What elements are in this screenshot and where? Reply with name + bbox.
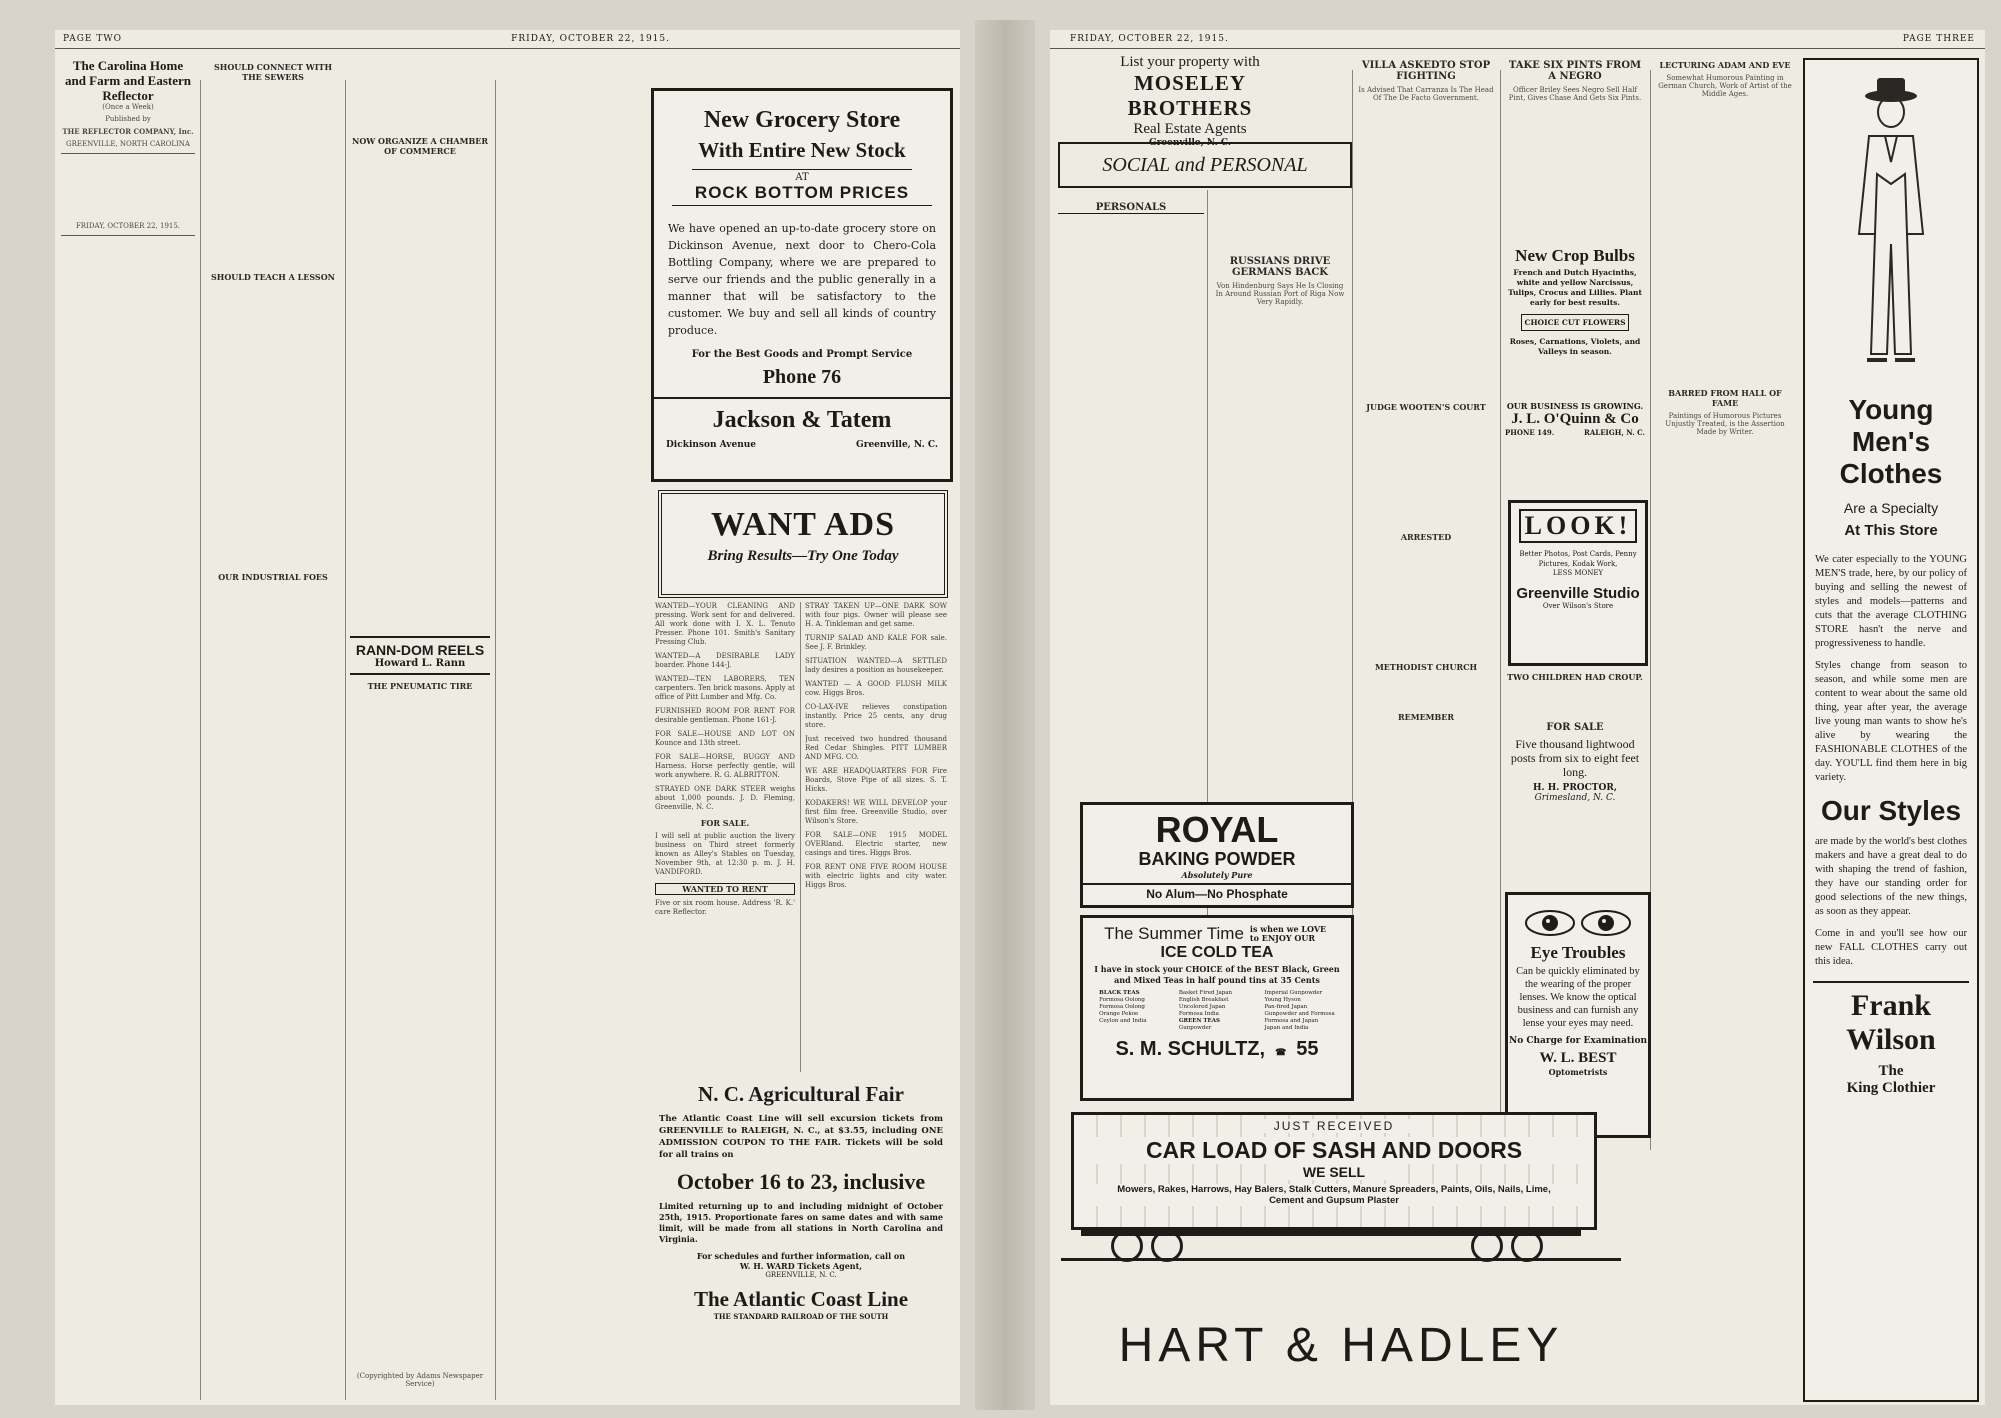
grocery-address: Dickinson Avenue	[666, 440, 757, 450]
look-less: LESS MONEY	[1552, 569, 1604, 577]
tea-body: I have in stock your CHOICE of the BEST Black, Green and Mixed Teas in half pound tins at 35 Cents	[1094, 964, 1340, 985]
grocery-line1: New Grocery Store	[703, 107, 901, 133]
news-sub: Von Hindenburg Says He Is Closing In Around Russian Port of Riga Now Very Rapidly.	[1215, 282, 1345, 306]
column-rule	[1500, 70, 1501, 1150]
royal-title: ROYAL	[1155, 809, 1279, 850]
news-head: TAKE SIX PINTS FROM A NEGRO	[1508, 60, 1642, 82]
villa-column	[1356, 54, 1496, 834]
clothes-line2: Men's	[1851, 426, 1931, 457]
rann-title: RANN-DOM REELS	[355, 642, 485, 658]
bulbs-title: New Crop Bulbs	[1515, 246, 1635, 265]
fair-railroad: The Atlantic Coast Line	[693, 1287, 909, 1311]
frank-wilson-clothes-ad	[1803, 58, 1979, 1402]
want-ad-item: FOR SALE—HORSE, BUGGY AND Harness. Horse perfectly gentle, will work anywhere. R. G. ALBRITTON.	[655, 753, 795, 779]
news-head: JUDGE WOOTEN'S COURT	[1366, 402, 1486, 412]
tea-item: Formosa Oolong	[1099, 1004, 1145, 1010]
car-received: JUST RECEIVED	[1254, 1119, 1414, 1133]
clothes-body: We cater especially to the YOUNG MEN'S trade, here, by our policy of buying and selling the newest of styles and models—patterns and cuts that the average CLOTHING STORE hasn't the nerve and progressiveness to handle.	[1815, 554, 1967, 649]
new-crop-bulbs-ad	[1505, 246, 1645, 496]
fair-agent: W. H. WARD Tickets Agent,	[739, 1261, 863, 1271]
want-ad-item: FOR SALE—HOUSE AND LOT ON Kounce and 13th street.	[655, 730, 795, 747]
eyes-icon	[1518, 903, 1638, 943]
greenville-studio-ad	[1508, 500, 1648, 666]
want-ad-item: FURNISHED ROOM FOR RENT FOR desirable gentleman. Phone 161-J.	[655, 707, 795, 724]
editorial-head: OUR INDUSTRIAL FOES	[218, 572, 328, 582]
clothes-firm2: Wilson	[1846, 1023, 1936, 1056]
folio-left: PAGE TWO	[63, 34, 122, 44]
grocery-body: We have opened an up-to-date grocery store on Dickinson Avenue, next door to Chero-Cola Bottling Company, where we are prepared to serve our friends and the public generally in a manner that will be satisfactory to the customer. We buy and sell all kinds of country produce.	[668, 222, 936, 337]
man-figure-icon	[1831, 74, 1951, 374]
news-head: METHODIST CHURCH	[1374, 662, 1478, 672]
clothes-line1: Young	[1848, 394, 1934, 425]
clothes-role: King Clothier	[1846, 1080, 1936, 1096]
bulbs-phone: PHONE 149.	[1505, 428, 1555, 437]
fair-dates: October 16 to 23, inclusive	[676, 1169, 926, 1194]
eye-body: Can be quickly eliminated by the wearing of the proper lenses. We know the optical business and can furnish any lense your eyes may need.	[1516, 966, 1640, 1029]
car-firm: HART & HADLEY	[1118, 1319, 1564, 1372]
bulbs-badge: CHOICE CUT FLOWERS	[1521, 314, 1629, 331]
personals-head: PERSONALS	[1058, 202, 1204, 214]
page-two	[55, 30, 960, 1405]
news-head: VILLA ASKEDTO STOP FIGHTING	[1361, 60, 1491, 82]
news-head: BARRED FROM HALL OF FAME	[1668, 388, 1782, 408]
masthead-location: GREENVILLE, NORTH CAROLINA	[66, 140, 190, 148]
folio-right: PAGE THREE	[1902, 34, 1975, 44]
tea-item: Japan and India	[1264, 1025, 1309, 1031]
grocery-phone: Phone 76	[762, 366, 842, 388]
tea-item: Young Hyson	[1264, 997, 1301, 1003]
editorial-head: SHOULD TEACH A LESSON	[211, 272, 335, 282]
grocery-tagline: For the Best Goods and Prompt Service	[691, 349, 913, 360]
tea-firm: S. M. SCHULTZ,	[1115, 1038, 1266, 1060]
clothes-line4: Are a Specialty	[1843, 500, 1939, 516]
grocery-line3: ROCK BOTTOM PRICES	[672, 183, 932, 206]
look-title: LOOK!	[1519, 509, 1637, 543]
look-name: Greenville Studio	[1516, 585, 1640, 602]
want-ad-item: SITUATION WANTED—A SETTLED lady desires a position as housekeeper.	[805, 657, 947, 674]
want-ads-title: WANT ADS	[710, 506, 896, 543]
masthead-title: The Carolina Home and Farm and Eastern Reflector	[64, 58, 192, 103]
column-rule	[200, 80, 201, 1400]
fair-limit: Limited returning up to and including midnight of October 25th, 1915. Proportionate fares on same dates and with same limit, will be made from all stations in North Carolina and Virginia.	[659, 1201, 943, 1244]
car-items2: Cement and Gupsum Plaster	[1074, 1195, 1594, 1206]
tea-item: Basket Fired Japan	[1178, 990, 1233, 996]
news-head: ARRESTED	[1400, 532, 1452, 542]
fair-agent-city: GREENVILLE, N. C.	[765, 1271, 837, 1279]
rail-track	[1061, 1258, 1621, 1261]
news-head: REMEMBER	[1397, 712, 1455, 722]
eye-offer: No Charge for Examination	[1508, 1036, 1648, 1046]
grocery-firm: Jackson & Tatem	[712, 407, 892, 433]
bulbs-footer: OUR BUSINESS IS GROWING.	[1506, 401, 1644, 411]
phone-icon: ☎	[1275, 1047, 1287, 1057]
boxcar-body	[1071, 1112, 1597, 1230]
want-ad-item: TURNIP SALAD AND KALE FOR sale. See J. F. Brinkley.	[805, 634, 947, 651]
fair-title: N. C. Agricultural Fair	[698, 1082, 904, 1106]
fair-intro: The Atlantic Coast Line will sell excursion tickets from GREENVILLE to RALEIGH, N. C., at $3.55, including ONE ADMISSION COUPON TO THE FAIR. Tickets will be sold for all trains on	[659, 1114, 943, 1160]
header-rule	[55, 48, 960, 49]
bulbs-firm: J. L. O'Quinn & Co	[1511, 411, 1639, 427]
tea-item: Formosa Oolong	[1099, 997, 1145, 1003]
news-head: FOR SALE	[1546, 722, 1604, 733]
masthead-column	[61, 58, 195, 1398]
want-ad-item: STRAYED ONE DARK STEER weighs about 1,000 pounds. J. D. Fleming, Greenville, N. C.	[655, 785, 795, 811]
bulbs-flowers: Roses, Carnations, Violets, and Valleys in season.	[1509, 337, 1641, 356]
royal-baking-powder-ad	[1080, 802, 1354, 908]
header-rule	[1050, 48, 1985, 49]
rann-author: Howard L. Rann	[374, 658, 466, 669]
tea-item: Ceylon and India	[1099, 1018, 1147, 1024]
clothes-line5: At This Store	[1844, 522, 1938, 539]
tea-item: Formosa and Japan	[1264, 1018, 1319, 1024]
folio-date: FRIDAY, OCTOBER 22, 1915.	[1070, 34, 1229, 44]
divider	[61, 153, 195, 154]
eye-title: Eye Troubles	[1530, 943, 1626, 962]
masthead-filler	[61, 159, 195, 182]
masthead-date: FRIDAY, OCTOBER 22, 1915.	[75, 221, 181, 230]
grocery-at: AT	[692, 169, 912, 183]
rann-credit: (Copyrighted by Adams Newspaper Service)	[356, 1372, 484, 1388]
russians-column	[1212, 196, 1348, 796]
want-ad-item: Five or six room house. Address 'R. K.' care Reflector.	[655, 899, 795, 916]
news-sub: Officer Briley Sees Negro Sell Half Pint, Gives Chase And Gets Six Pints.	[1508, 86, 1642, 102]
fair-info: For schedules and further information, call on	[696, 1251, 906, 1261]
tea-when: is when we LOVE to ENJOY OUR	[1249, 924, 1327, 943]
look-body: Better Photos, Post Cards, Penny Pictures, Kodak Work,	[1519, 550, 1637, 568]
royal-claim: No Alum—No Phosphate	[1083, 883, 1351, 901]
want-ad-item: I will sell at public auction the livery business on Third street formerly known as Alley's Stables on Tuesday, November 9th, at 12:30 p. m. J. H. VANDIFORD.	[655, 832, 795, 876]
grocery-store-ad	[651, 88, 953, 482]
clothes-line3: Clothes	[1839, 458, 1943, 489]
moseley-line2: Real Estate Agents	[1133, 121, 1247, 137]
clothes-the: The	[1878, 1063, 1904, 1079]
column-rule	[495, 80, 496, 1400]
green-teas-head: GREEN TEAS	[1178, 1018, 1220, 1024]
for-sale-city: Grimesland, N. C.	[1534, 793, 1616, 803]
tea-item: Uncolored Japan	[1178, 1004, 1226, 1010]
want-ad-item: STRAY TAKEN UP—ONE DARK SOW with four pigs. Owner will please see H. A. Tinkleman and get same.	[805, 602, 947, 628]
want-ad-item: Just received two hundred thousand Red Cedar Shingles. PITT LUMBER AND MFG. CO.	[805, 735, 947, 761]
six-pints-column	[1505, 54, 1645, 254]
masthead-published-by: Published by	[105, 115, 151, 123]
want-ads-col-1	[655, 602, 795, 1072]
clothes-styles: Styles change from season to season, and while some men are content to wear about the same old thing, year after year, the average live young man wants to show he's alive by wearing the FASHIONABLE CLOTHES of the day. YOU'LL find them here in big variety.	[1815, 660, 1967, 783]
moseley-firm: MOSELEY BROTHERS	[1127, 71, 1253, 120]
car-we-sell: WE SELL	[1274, 1164, 1394, 1180]
masthead-frequency: (Once a Week)	[102, 103, 154, 111]
want-ad-item: WE ARE HEADQUARTERS FOR Fire Boards, Stove Pipe of all sizes. S. T. Hicks.	[805, 767, 947, 793]
personals-column	[1058, 196, 1204, 796]
want-ad-item: WANTED—A DESIRABLE LADY boarder. Phone 144-J.	[655, 652, 795, 669]
want-ad-item: FOR RENT ONE FIVE ROOM HOUSE with electric lights and city water. Higgs Bros.	[805, 863, 947, 889]
news-sub: Is Advised That Carranza Is The Head Of The De Facto Government.	[1358, 86, 1494, 102]
clothes-firm1: Frank	[1850, 989, 1931, 1022]
car-load-ad	[1071, 1112, 1611, 1262]
for-sale-name: H. H. PROCTOR,	[1533, 783, 1617, 793]
moseley-city: Greenville, N. C.	[1149, 138, 1231, 148]
masthead-publisher: THE REFLECTOR COMPANY, Inc.	[62, 127, 194, 136]
want-ads-subtitle: Bring Results—Try One Today	[707, 548, 899, 564]
tea-item: Imperial Gunpowder	[1264, 990, 1323, 996]
car-title: CAR LOAD OF SASH AND DOORS	[1074, 1137, 1594, 1164]
clothes-our-styles: Our Styles	[1820, 795, 1962, 826]
tea-title: The Summer Time	[1104, 924, 1244, 943]
want-ad-item: WANTED—TEN LABORERS, TEN carpenters. Ten brick masons. Apply at office of Pitt Lumber and Mfg. Co.	[655, 675, 795, 701]
news-head: LECTURING ADAM AND EVE	[1659, 60, 1791, 70]
tea-phone: 55	[1296, 1038, 1319, 1060]
tea-product: ICE COLD TEA	[1160, 944, 1274, 961]
want-ad-item: WANTED — A GOOD FLUSH MILK cow. Higgs Bros.	[805, 680, 947, 697]
adam-eve-column	[1655, 54, 1795, 1134]
eye-role: Optometrists	[1548, 1067, 1608, 1077]
want-ad-item: CO-LAX-IVE relieves constipation instantly. Price 25 cents, any drug store.	[805, 703, 947, 729]
divider	[61, 235, 195, 236]
grocery-city: Greenville, N. C.	[856, 440, 938, 450]
news-head: RUSSIANS DRIVE GERMANS BACK	[1229, 256, 1331, 278]
page-gutter	[975, 20, 1035, 1410]
tea-item: Formosa India	[1178, 1011, 1219, 1017]
want-ad-item: FOR SALE—ONE 1915 MODEL OVERland. Electric starter, new casings and tires. Higgs Bros.	[805, 831, 947, 857]
tea-item: Gunpowder	[1178, 1025, 1212, 1031]
ice-cold-tea-ad	[1080, 915, 1354, 1101]
tea-item: Orange Pekoe	[1099, 1011, 1139, 1017]
news-sub: Somewhat Humorous Painting in German Church, Work of Artist of the Middle Ages.	[1658, 74, 1792, 98]
column-rule	[1352, 70, 1353, 1060]
want-ads-col-2	[805, 602, 947, 1072]
look-loc: Over Wilson's Store	[1542, 602, 1614, 610]
tea-item: English Breakfast	[1178, 997, 1229, 1003]
column-rule	[345, 80, 346, 1400]
news-sub: Paintings of Humorous Pictures Unjustly Treated, is the Assertion Made by Writer.	[1665, 412, 1785, 436]
rann-section: THE PNEUMATIC TIRE	[367, 681, 473, 691]
fair-railroad-sub: THE STANDARD RAILROAD OF THE SOUTH	[713, 1312, 889, 1321]
tea-item: Pan-fired Japan	[1264, 1004, 1308, 1010]
want-ad-item: FOR SALE.	[700, 818, 750, 828]
folio-date: FRIDAY, OCTOBER 22, 1915.	[511, 34, 670, 44]
eye-name: W. L. BEST	[1539, 1050, 1617, 1066]
want-ad-item: WANTED TO RENT	[655, 883, 795, 895]
editorial-head: SHOULD CONNECT WITH THE SEWERS	[213, 62, 333, 82]
royal-product: BAKING POWDER	[1138, 849, 1296, 869]
editorial-column-2	[350, 56, 490, 1396]
royal-tag: Absolutely Pure	[1181, 870, 1253, 880]
bulbs-body: French and Dutch Hyacinths, white and yellow Narcissus, Tulips, Crocus and Lillies. Plant early for best results.	[1508, 268, 1642, 307]
column-rule	[800, 602, 801, 1072]
want-ad-item: WANTED—YOUR CLEANING AND pressing. Work sent for and delivered. All work done with I. X. L. Tenuto Presser. Phone 101. Smith's Sanitary Pressing Club.	[655, 602, 795, 646]
agricultural-fair-ad	[655, 1082, 947, 1402]
for-sale-text: Five thousand lightwood posts from six to eight feet long.	[1510, 737, 1640, 779]
editorial-column-1	[205, 56, 341, 1396]
editorial-head: NOW ORGANIZE A CHAMBER OF COMMERCE	[352, 136, 488, 156]
grocery-line2: With Entire New Stock	[698, 138, 906, 162]
tea-item: Gunpowder and Formosa	[1264, 1011, 1335, 1017]
clothes-cta: Come in and you'll see how our new FALL CLOTHES carry out this idea.	[1815, 928, 1967, 967]
want-ad-item: KODAKERS! WE WILL DEVELOP your first film free. Greenville Studio, over Wilson's Store.	[805, 799, 947, 825]
want-ads-banner	[658, 490, 948, 598]
car-items1: Mowers, Rakes, Harrows, Hay Balers, Stalk Cutters, Manure Spreaders, Paints, Oils, Nails, Lime,	[1074, 1184, 1594, 1195]
moseley-brothers-ad	[1080, 54, 1300, 154]
news-head: TWO CHILDREN HAD CROUP.	[1507, 672, 1643, 682]
social-personal-header: SOCIAL and PERSONAL	[1058, 142, 1352, 188]
croup-and-sale-column	[1505, 666, 1645, 866]
rann-dom-reels-box	[350, 636, 490, 675]
bulbs-city: RALEIGH, N. C.	[1584, 428, 1645, 437]
black-teas-head: BLACK TEAS	[1099, 990, 1140, 996]
clothes-body2: are made by the world's best clothes makers and have a great deal to do with shaping the trend of fashion, they have our standing order for good selections of the new things, as soon as they appear.	[1815, 836, 1967, 917]
moseley-line1: List your property with	[1120, 54, 1260, 70]
eye-troubles-ad	[1505, 892, 1651, 1138]
